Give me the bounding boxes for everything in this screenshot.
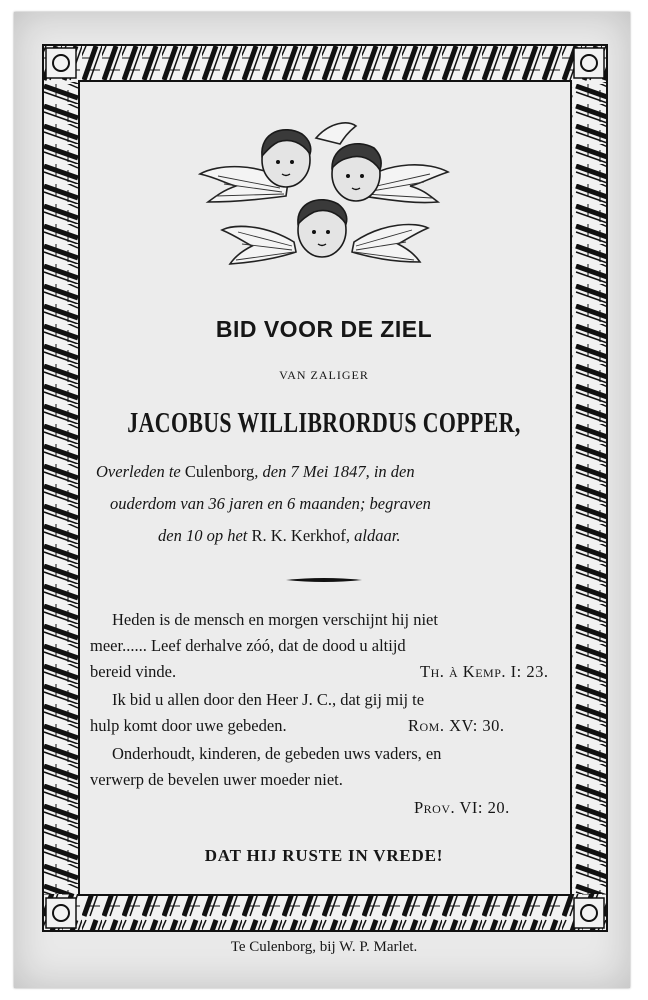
death-notice-line-3: den 10 op het R. K. Kerkhof, aldaar. xyxy=(158,526,401,545)
death-notice-line-2: ouderdom van 36 jaren en 6 maanden; begraven xyxy=(110,494,431,513)
death-notice-line-1: Overleden te Culenborg, den 7 Mei 1847, in den xyxy=(96,462,415,481)
quote-1-line-2: meer...... Leef derhalve zóó, dat de dood u altijd xyxy=(90,636,406,655)
quote-2-line-2: hulp komt door uwe gebeden. xyxy=(90,716,287,735)
quote-1-line-3: bereid vinde. xyxy=(90,662,177,681)
ornamental-divider xyxy=(286,575,362,585)
closing-prayer: DAT HIJ RUSTE IN VREDE! xyxy=(204,846,444,865)
heading: BID VOOR DE ZIEL xyxy=(215,316,433,342)
deceased-name: JACOBUS WILLIBRORDUS COPPER, xyxy=(127,408,521,439)
quote-3-line-1: Onderhoudt, kinderen, de gebeden uws vaders, en xyxy=(112,744,442,763)
quote-2-reference: Rom. XV: 30. xyxy=(408,716,505,735)
quote-3-reference: Prov. VI: 20. xyxy=(414,798,510,817)
subheading: VAN ZALIGER xyxy=(279,368,369,382)
quote-1-line-1: Heden is de mensch en morgen verschijnt hij niet xyxy=(112,610,438,629)
quote-1-reference: Th. à Kemp. I: 23. xyxy=(420,662,549,681)
printer-imprint: Te Culenborg, bij W. P. Marlet. xyxy=(230,939,418,955)
cherubs-illustration xyxy=(198,112,450,304)
quote-3-line-2: verwerp de bevelen uwer moeder niet. xyxy=(90,770,343,789)
quote-2-line-1: Ik bid u allen door den Heer J. C., dat gij mij te xyxy=(112,690,425,709)
